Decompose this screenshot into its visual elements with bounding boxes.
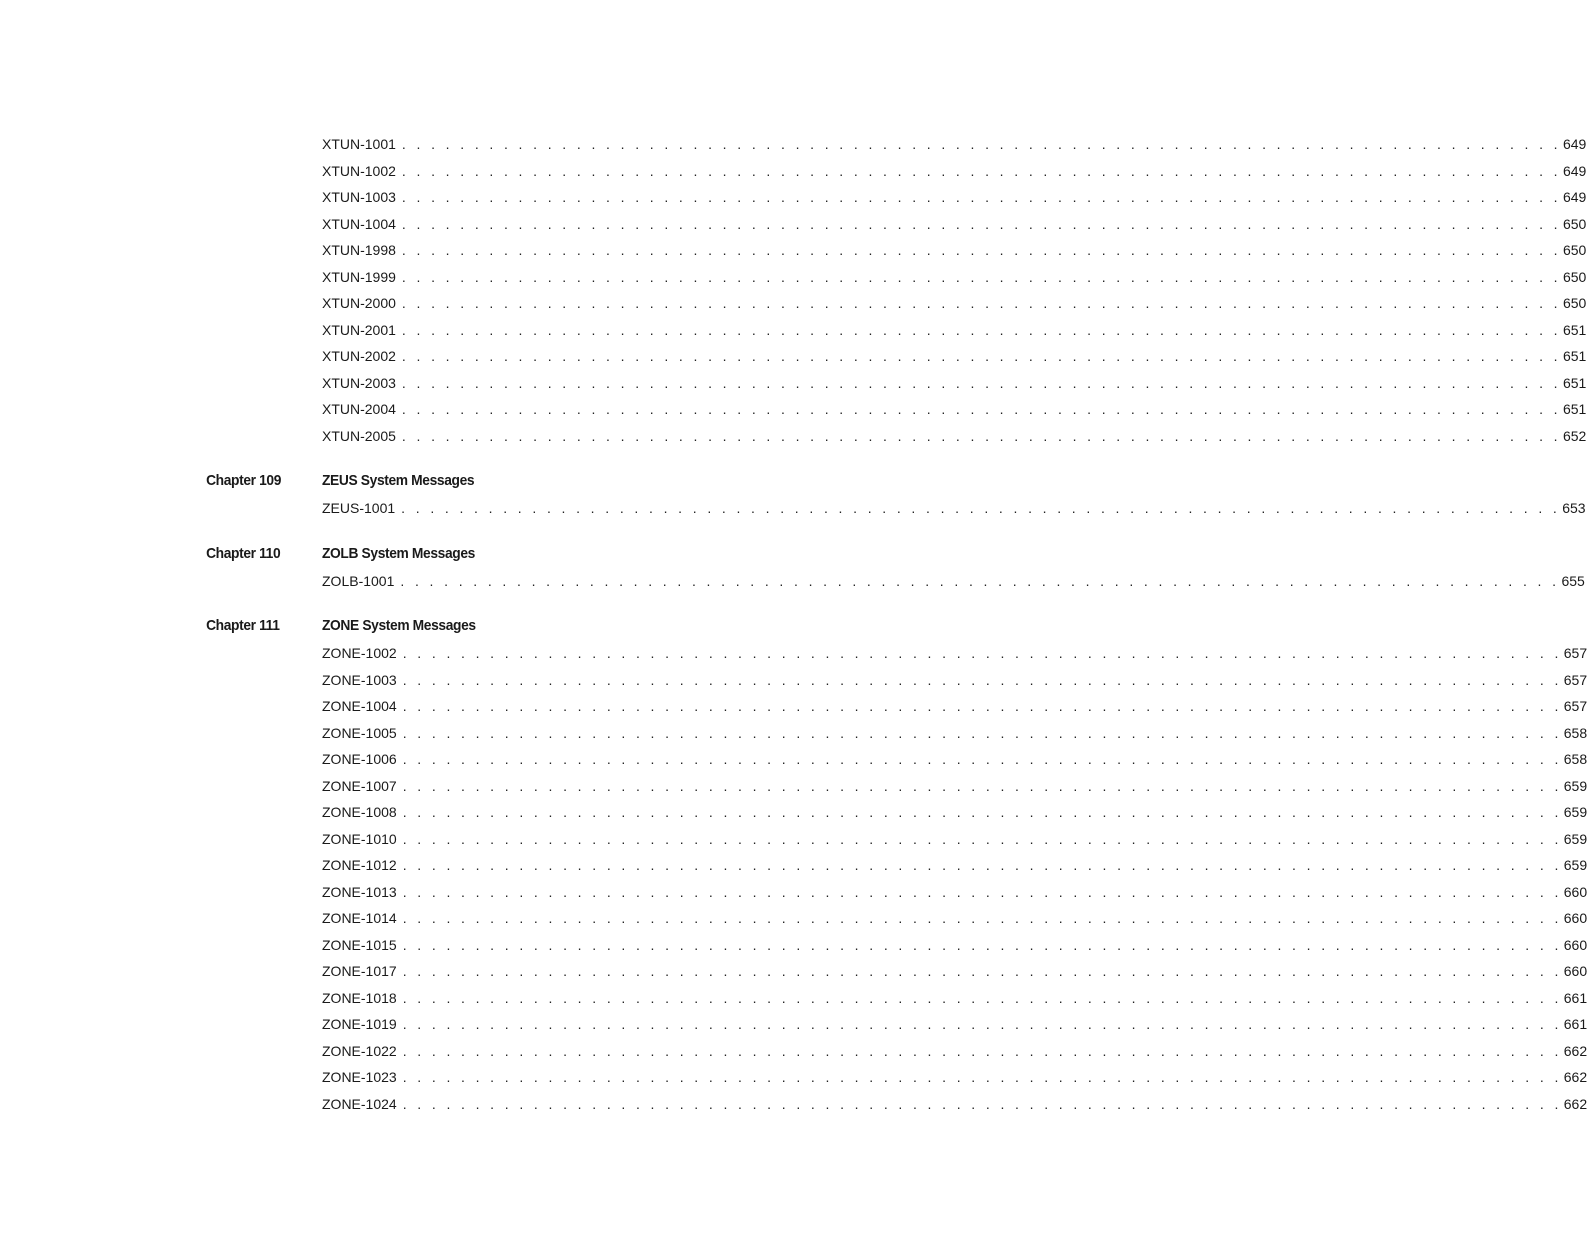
dot-leader: . . . . . . . . . . . . . . . . . . . . . . . . . . . . . . . . . . . . . . . . . . . . . . . . . . . . . . . . . . . . . . . . . . . . . . . . . . . . . . . . bbox=[401, 215, 1561, 232]
dot-leader: . . . . . . . . . . . . . . . . . . . . . . . . . . . . . . . . . . . . . . . . . . . . . . . . . . . . . . . . . . . . . . . . . . . . . . . . . . . . . . . . bbox=[402, 671, 1562, 688]
dot-leader: . . . . . . . . . . . . . . . . . . . . . . . . . . . . . . . . . . . . . . . . . . . . . . . . . . . . . . . . . . . . . . . . . . . . . . . . . . . . . . . . bbox=[402, 857, 1562, 874]
toc-entry-label: XTUN-1999 bbox=[322, 270, 402, 284]
toc-entry[interactable] bbox=[322, 495, 1586, 522]
chapter-title: ZOLB System Messages bbox=[322, 544, 475, 562]
toc-entry-page: 652 bbox=[1562, 427, 1587, 444]
toc-entry[interactable] bbox=[322, 667, 1587, 694]
dot-leader: . . . . . . . . . . . . . . . . . . . . . . . . . . . . . . . . . . . . . . . . . . . . . . . . . . . . . . . . . . . . . . . . . . . . . . . . . . . . . . . . bbox=[401, 295, 1561, 312]
toc-entry[interactable] bbox=[322, 568, 1585, 595]
dot-leader: . . . . . . . . . . . . . . . . . . . . . . . . . . . . . . . . . . . . . . . . . . . . . . . . . . . . . . . . . . . . . . . . . . . . . . . . . . . . . . . . bbox=[402, 777, 1562, 794]
toc-entry-label: ZEUS-1001 bbox=[322, 501, 401, 515]
toc-section bbox=[0, 131, 1587, 449]
toc-entry-label: XTUN-1998 bbox=[322, 243, 402, 257]
toc-entry-label: ZONE-1014 bbox=[322, 911, 403, 925]
dot-leader: . . . . . . . . . . . . . . . . . . . . . . . . . . . . . . . . . . . . . . . . . . . . . . . . . . . . . . . . . . . . . . . . . . . . . . . . . . . . . . . . bbox=[401, 500, 1561, 517]
toc-section bbox=[0, 611, 1587, 1117]
toc-entry-label: ZONE-1013 bbox=[322, 885, 403, 899]
toc-entry-label: ZONE-1005 bbox=[322, 726, 403, 740]
toc-entry-page: 650 bbox=[1562, 295, 1587, 312]
toc-entry-page: 657 bbox=[1563, 671, 1587, 688]
toc-entry-page: 649 bbox=[1562, 162, 1587, 179]
dot-leader: . . . . . . . . . . . . . . . . . . . . . . . . . . . . . . . . . . . . . . . . . . . . . . . . . . . . . . . . . . . . . . . . . . . . . . . . . . . . . . . . bbox=[402, 910, 1562, 927]
toc-entry-page: 659 bbox=[1563, 857, 1587, 874]
toc-entry-page: 660 bbox=[1563, 883, 1587, 900]
toc-entry-page: 660 bbox=[1563, 936, 1587, 953]
toc-entry-page: 658 bbox=[1563, 751, 1587, 768]
toc-entry[interactable] bbox=[322, 985, 1587, 1012]
toc-entry[interactable] bbox=[322, 826, 1587, 853]
toc-entry[interactable] bbox=[322, 317, 1587, 344]
chapter-title: ZONE System Messages bbox=[322, 617, 476, 634]
toc-entry-label: XTUN-2003 bbox=[322, 376, 402, 390]
toc-entry-page: 653 bbox=[1562, 500, 1586, 517]
dot-leader: . . . . . . . . . . . . . . . . . . . . . . . . . . . . . . . . . . . . . . . . . . . . . . . . . . . . . . . . . . . . . . . . . . . . . . . . . . . . . . . . bbox=[401, 242, 1561, 259]
dot-leader: . . . . . . . . . . . . . . . . . . . . . . . . . . . . . . . . . . . . . . . . . . . . . . . . . . . . . . . . . . . . . . . . . . . . . . . . . . . . . . . . bbox=[402, 1095, 1562, 1112]
dot-leader: . . . . . . . . . . . . . . . . . . . . . . . . . . . . . . . . . . . . . . . . . . . . . . . . . . . . . . . . . . . . . . . . . . . . . . . . . . . . . . . . bbox=[402, 830, 1562, 847]
toc-entry[interactable] bbox=[322, 237, 1587, 264]
toc-entry-page: 650 bbox=[1562, 268, 1587, 285]
chapter-number: Chapter 110 bbox=[206, 544, 281, 562]
toc-entry[interactable] bbox=[322, 879, 1587, 906]
toc-entry-page: 657 bbox=[1563, 645, 1587, 662]
toc-entry[interactable] bbox=[322, 932, 1587, 959]
toc-entry[interactable] bbox=[322, 640, 1587, 667]
chapter-number: Chapter 109 bbox=[206, 472, 282, 489]
toc-entry[interactable] bbox=[322, 905, 1587, 932]
toc-entry-page: 662 bbox=[1563, 1042, 1587, 1059]
toc-entry-page: 661 bbox=[1563, 989, 1587, 1006]
toc-entry-page: 651 bbox=[1562, 321, 1587, 338]
toc-entry[interactable] bbox=[322, 158, 1587, 185]
toc-entry[interactable] bbox=[322, 720, 1587, 747]
toc-entry[interactable] bbox=[322, 799, 1587, 826]
toc-entry[interactable] bbox=[322, 773, 1587, 800]
toc-entry-label: ZONE-1004 bbox=[322, 699, 403, 713]
toc-entry-page: 662 bbox=[1563, 1069, 1587, 1086]
dot-leader: . . . . . . . . . . . . . . . . . . . . . . . . . . . . . . . . . . . . . . . . . . . . . . . . . . . . . . . . . . . . . . . . . . . . . . . . . . . . . . . . bbox=[402, 1016, 1562, 1033]
table-of-contents bbox=[0, 131, 1587, 1117]
toc-entry-label: ZONE-1022 bbox=[322, 1044, 403, 1058]
dot-leader: . . . . . . . . . . . . . . . . . . . . . . . . . . . . . . . . . . . . . . . . . . . . . . . . . . . . . . . . . . . . . . . . . . . . . . . . . . . . . . . . bbox=[402, 883, 1562, 900]
dot-leader: . . . . . . . . . . . . . . . . . . . . . . . . . . . . . . . . . . . . . . . . . . . . . . . . . . . . . . . . . . . . . . . . . . . . . . . . . . . . . . . . bbox=[401, 374, 1561, 391]
toc-entry-page: 655 bbox=[1561, 572, 1585, 589]
toc-entry-label: ZONE-1017 bbox=[322, 964, 403, 978]
toc-entry-label: ZONE-1003 bbox=[322, 673, 403, 687]
toc-entry-label: ZOLB-1001 bbox=[322, 574, 400, 588]
toc-entry[interactable] bbox=[322, 693, 1587, 720]
toc-entry-label: ZONE-1010 bbox=[322, 832, 403, 846]
toc-entry[interactable] bbox=[322, 290, 1587, 317]
toc-entry-label: ZONE-1002 bbox=[322, 646, 403, 660]
dot-leader: . . . . . . . . . . . . . . . . . . . . . . . . . . . . . . . . . . . . . . . . . . . . . . . . . . . . . . . . . . . . . . . . . . . . . . . . . . . . . . . . bbox=[400, 572, 1560, 589]
toc-entry-page: 658 bbox=[1563, 724, 1587, 741]
dot-leader: . . . . . . . . . . . . . . . . . . . . . . . . . . . . . . . . . . . . . . . . . . . . . . . . . . . . . . . . . . . . . . . . . . . . . . . . . . . . . . . . bbox=[401, 401, 1561, 418]
toc-entry-page: 661 bbox=[1563, 1016, 1587, 1033]
dot-leader: . . . . . . . . . . . . . . . . . . . . . . . . . . . . . . . . . . . . . . . . . . . . . . . . . . . . . . . . . . . . . . . . . . . . . . . . . . . . . . . . bbox=[401, 136, 1561, 153]
dot-leader: . . . . . . . . . . . . . . . . . . . . . . . . . . . . . . . . . . . . . . . . . . . . . . . . . . . . . . . . . . . . . . . . . . . . . . . . . . . . . . . . bbox=[402, 698, 1562, 715]
dot-leader: . . . . . . . . . . . . . . . . . . . . . . . . . . . . . . . . . . . . . . . . . . . . . . . . . . . . . . . . . . . . . . . . . . . . . . . . . . . . . . . . bbox=[402, 989, 1562, 1006]
toc-entry-label: XTUN-1003 bbox=[322, 190, 402, 204]
dot-leader: . . . . . . . . . . . . . . . . . . . . . . . . . . . . . . . . . . . . . . . . . . . . . . . . . . . . . . . . . . . . . . . . . . . . . . . . . . . . . . . . bbox=[401, 189, 1561, 206]
toc-entry[interactable] bbox=[322, 1064, 1587, 1091]
toc-entry-page: 649 bbox=[1562, 189, 1587, 206]
toc-section bbox=[0, 466, 1586, 522]
dot-leader: . . . . . . . . . . . . . . . . . . . . . . . . . . . . . . . . . . . . . . . . . . . . . . . . . . . . . . . . . . . . . . . . . . . . . . . . . . . . . . . . bbox=[402, 1042, 1562, 1059]
toc-entry[interactable] bbox=[322, 746, 1587, 773]
toc-entry-label: ZONE-1015 bbox=[322, 938, 403, 952]
toc-entry-page: 651 bbox=[1562, 348, 1587, 365]
dot-leader: . . . . . . . . . . . . . . . . . . . . . . . . . . . . . . . . . . . . . . . . . . . . . . . . . . . . . . . . . . . . . . . . . . . . . . . . . . . . . . . . bbox=[402, 936, 1562, 953]
toc-entry-label: XTUN-2000 bbox=[322, 296, 402, 310]
dot-leader: . . . . . . . . . . . . . . . . . . . . . . . . . . . . . . . . . . . . . . . . . . . . . . . . . . . . . . . . . . . . . . . . . . . . . . . . . . . . . . . . bbox=[401, 348, 1561, 365]
chapter-number: Chapter 111 bbox=[206, 617, 280, 634]
toc-entry-label: ZONE-1008 bbox=[322, 805, 403, 819]
toc-entry[interactable] bbox=[322, 184, 1587, 211]
toc-entry[interactable] bbox=[322, 852, 1587, 879]
chapter-title: ZEUS System Messages bbox=[322, 472, 475, 489]
toc-entry-label: XTUN-2001 bbox=[322, 323, 402, 337]
toc-entry[interactable] bbox=[322, 423, 1587, 450]
toc-entry-page: 650 bbox=[1562, 215, 1587, 232]
toc-section bbox=[0, 539, 1585, 595]
dot-leader: . . . . . . . . . . . . . . . . . . . . . . . . . . . . . . . . . . . . . . . . . . . . . . . . . . . . . . . . . . . . . . . . . . . . . . . . . . . . . . . . bbox=[402, 1069, 1562, 1086]
dot-leader: . . . . . . . . . . . . . . . . . . . . . . . . . . . . . . . . . . . . . . . . . . . . . . . . . . . . . . . . . . . . . . . . . . . . . . . . . . . . . . . . bbox=[401, 427, 1561, 444]
dot-leader: . . . . . . . . . . . . . . . . . . . . . . . . . . . . . . . . . . . . . . . . . . . . . . . . . . . . . . . . . . . . . . . . . . . . . . . . . . . . . . . . bbox=[401, 162, 1561, 179]
toc-entry-label: ZONE-1018 bbox=[322, 991, 403, 1005]
toc-entry-page: 660 bbox=[1563, 963, 1587, 980]
toc-entry-page: 649 bbox=[1562, 136, 1587, 153]
toc-entry[interactable] bbox=[322, 211, 1587, 238]
toc-entry-label: XTUN-2005 bbox=[322, 429, 402, 443]
dot-leader: . . . . . . . . . . . . . . . . . . . . . . . . . . . . . . . . . . . . . . . . . . . . . . . . . . . . . . . . . . . . . . . . . . . . . . . . . . . . . . . . bbox=[402, 804, 1562, 821]
dot-leader: . . . . . . . . . . . . . . . . . . . . . . . . . . . . . . . . . . . . . . . . . . . . . . . . . . . . . . . . . . . . . . . . . . . . . . . . . . . . . . . . bbox=[402, 645, 1562, 662]
toc-entry[interactable] bbox=[322, 1038, 1587, 1065]
dot-leader: . . . . . . . . . . . . . . . . . . . . . . . . . . . . . . . . . . . . . . . . . . . . . . . . . . . . . . . . . . . . . . . . . . . . . . . . . . . . . . . . bbox=[402, 724, 1562, 741]
toc-entry-label: ZONE-1007 bbox=[322, 779, 403, 793]
toc-entry-label: XTUN-1001 bbox=[322, 137, 402, 151]
toc-entry-label: XTUN-1004 bbox=[322, 217, 402, 231]
toc-entry[interactable] bbox=[322, 131, 1587, 158]
chapter-heading[interactable] bbox=[0, 611, 878, 640]
toc-entry-label: ZONE-1019 bbox=[322, 1017, 403, 1031]
toc-entry-page: 660 bbox=[1563, 910, 1587, 927]
toc-entry-page: 657 bbox=[1563, 698, 1587, 715]
toc-entry-label: XTUN-2002 bbox=[322, 349, 402, 363]
dot-leader: . . . . . . . . . . . . . . . . . . . . . . . . . . . . . . . . . . . . . . . . . . . . . . . . . . . . . . . . . . . . . . . . . . . . . . . . . . . . . . . . bbox=[402, 751, 1562, 768]
toc-entry-page: 650 bbox=[1562, 242, 1587, 259]
toc-entry-page: 659 bbox=[1563, 777, 1587, 794]
toc-entry-label: ZONE-1006 bbox=[322, 752, 403, 766]
dot-leader: . . . . . . . . . . . . . . . . . . . . . . . . . . . . . . . . . . . . . . . . . . . . . . . . . . . . . . . . . . . . . . . . . . . . . . . . . . . . . . . . bbox=[401, 321, 1561, 338]
dot-leader: . . . . . . . . . . . . . . . . . . . . . . . . . . . . . . . . . . . . . . . . . . . . . . . . . . . . . . . . . . . . . . . . . . . . . . . . . . . . . . . . bbox=[401, 268, 1561, 285]
toc-entry[interactable] bbox=[322, 1011, 1587, 1038]
toc-entry-page: 659 bbox=[1563, 830, 1587, 847]
toc-entry-page: 651 bbox=[1562, 374, 1587, 391]
toc-entry-label: XTUN-1002 bbox=[322, 164, 402, 178]
toc-entry-page: 651 bbox=[1562, 401, 1587, 418]
toc-entry-page: 659 bbox=[1563, 804, 1587, 821]
toc-entry-label: ZONE-1024 bbox=[322, 1097, 403, 1111]
toc-entry-label: XTUN-2004 bbox=[322, 402, 402, 416]
toc-entry-label: ZONE-1023 bbox=[322, 1070, 403, 1084]
toc-entry[interactable] bbox=[322, 264, 1587, 291]
chapter-heading[interactable] bbox=[0, 539, 878, 568]
toc-entry-page: 662 bbox=[1563, 1095, 1587, 1112]
chapter-heading[interactable] bbox=[0, 466, 878, 495]
toc-entry[interactable] bbox=[322, 396, 1587, 423]
toc-entry[interactable] bbox=[322, 370, 1587, 397]
toc-entry[interactable] bbox=[322, 1091, 1587, 1118]
toc-entry[interactable] bbox=[322, 343, 1587, 370]
dot-leader: . . . . . . . . . . . . . . . . . . . . . . . . . . . . . . . . . . . . . . . . . . . . . . . . . . . . . . . . . . . . . . . . . . . . . . . . . . . . . . . . bbox=[402, 963, 1562, 980]
toc-entry-label: ZONE-1012 bbox=[322, 858, 403, 872]
toc-entry[interactable] bbox=[322, 958, 1587, 985]
